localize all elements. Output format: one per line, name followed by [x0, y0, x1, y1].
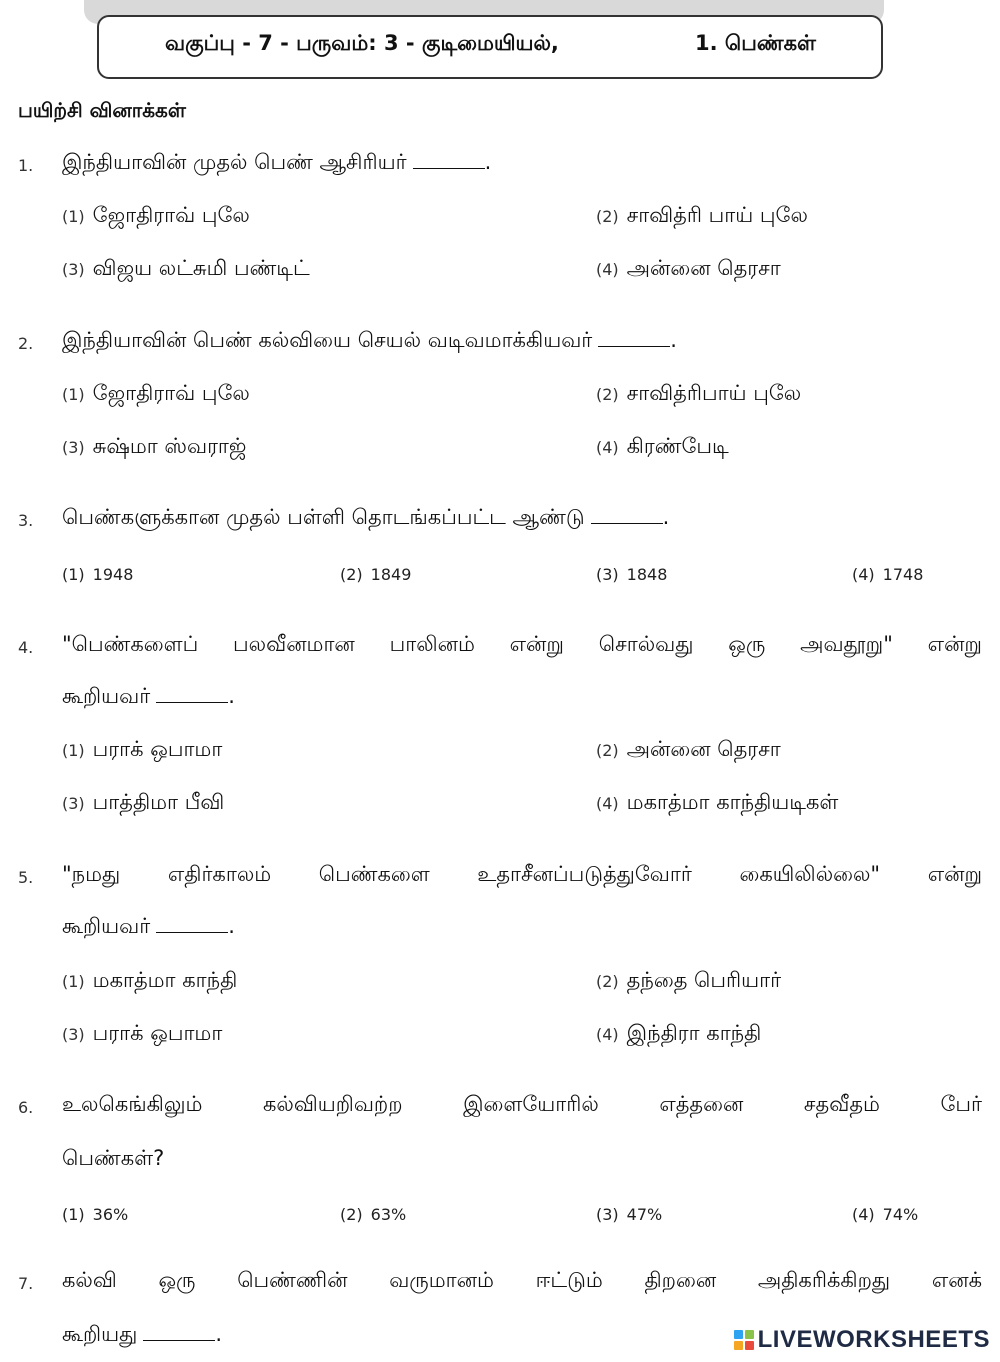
question-number: 1.	[18, 156, 34, 175]
option-2[interactable]: (2) அன்னை தெரசா	[596, 737, 781, 761]
logo-square	[734, 1341, 743, 1350]
header-chapter: 1. பெண்கள்	[695, 31, 816, 55]
question-text: இந்தியாவின் பெண் கல்வியை செயல் வடிவமாக்கியவர் .	[62, 328, 677, 352]
option-3[interactable]: (3) பராக் ஒபாமா	[62, 1021, 223, 1045]
question-number: 7.	[18, 1274, 34, 1293]
option-3[interactable]: (3) 1848	[596, 565, 668, 584]
option-1[interactable]: (1) 36%	[62, 1205, 129, 1224]
option-2[interactable]: (2) சாவித்ரிபாய் புலே	[596, 381, 802, 405]
question-4	[0, 632, 1000, 672]
question-4-line2	[0, 684, 1000, 724]
answer-blank[interactable]	[143, 1339, 215, 1341]
option-1[interactable]: (1) ஜோதிராவ் புலே	[62, 203, 250, 227]
option-4[interactable]: (4) மகாத்மா காந்தியடிகள்	[596, 790, 839, 814]
logo-squares-icon	[734, 1330, 754, 1350]
question-text: இந்தியாவின் முதல் பெண் ஆசிரியர் .	[62, 150, 492, 174]
logo-square	[745, 1330, 754, 1339]
option-4[interactable]: (4) அன்னை தெரசா	[596, 256, 781, 280]
question-1	[0, 150, 1000, 190]
question-number: 4.	[18, 638, 34, 657]
option-2[interactable]: (2) 1849	[340, 565, 412, 584]
option-1[interactable]: (1) 1948	[62, 565, 134, 584]
question-number: 5.	[18, 868, 34, 887]
question-text-continued: கூறியவர் .	[62, 684, 235, 708]
option-2[interactable]: (2) சாவித்ரி பாய் புலே	[596, 203, 808, 227]
question-text: பெண்களுக்கான முதல் பள்ளி தொடங்கப்பட்ட ஆண்டு .	[62, 505, 670, 529]
section-title: பயிற்சி வினாக்கள்	[18, 98, 186, 122]
question-text-continued: கூறியது .	[62, 1322, 223, 1346]
answer-blank[interactable]	[598, 345, 670, 347]
logo-square	[734, 1330, 743, 1339]
option-4[interactable]: (4) கிரண்பேடி	[596, 434, 729, 458]
question-text-continued: பெண்கள்?	[62, 1146, 165, 1170]
logo-text: LIVEWORKSHEETS	[757, 1326, 990, 1353]
header-title: வகுப்பு - 7 - பருவம்: 3 - குடிமையியல்,	[165, 31, 559, 55]
header-box	[97, 15, 883, 79]
question-number: 2.	[18, 334, 34, 353]
question-text: "நமது எதிர்காலம் பெண்களை உதாசீனப்படுத்துவோர் கையிலில்லை" என்று	[62, 862, 982, 886]
question-text: "பெண்களைப் பலவீனமான பாலினம் என்று சொல்வது ஒரு அவதூறு" என்று	[62, 632, 982, 656]
question-number: 6.	[18, 1098, 34, 1117]
question-text: உலகெங்கிலும் கல்வியறிவற்ற இளையோரில் எத்தனை சதவீதம் பேர்	[62, 1092, 982, 1116]
option-3[interactable]: (3) பாத்திமா பீவி	[62, 790, 225, 814]
question-5-line2	[0, 914, 1000, 954]
option-1[interactable]: (1) பராக் ஒபாமா	[62, 737, 223, 761]
option-2[interactable]: (2) 63%	[340, 1205, 407, 1224]
question-3	[0, 505, 1000, 545]
option-2[interactable]: (2) தந்தை பெரியார்	[596, 968, 782, 992]
question-2	[0, 328, 1000, 368]
answer-blank[interactable]	[156, 931, 228, 933]
option-4[interactable]: (4) இந்திரா காந்தி	[596, 1021, 762, 1045]
option-3[interactable]: (3) விஜய லட்சுமி பண்டிட்	[62, 256, 310, 280]
option-3[interactable]: (3) சுஷ்மா ஸ்வராஜ்	[62, 434, 247, 458]
option-3[interactable]: (3) 47%	[596, 1205, 663, 1224]
question-7	[0, 1268, 1000, 1308]
option-1[interactable]: (1) மகாத்மா காந்தி	[62, 968, 238, 992]
liveworksheets-logo[interactable]	[734, 1326, 990, 1354]
question-number: 3.	[18, 511, 34, 530]
question-text-continued: கூறியவர் .	[62, 914, 235, 938]
question-6	[0, 1092, 1000, 1132]
question-5	[0, 862, 1000, 902]
logo-square	[745, 1341, 754, 1350]
question-6-line2	[0, 1146, 1000, 1186]
answer-blank[interactable]	[591, 522, 663, 524]
option-4[interactable]: (4) 74%	[852, 1205, 919, 1224]
answer-blank[interactable]	[156, 701, 228, 703]
option-1[interactable]: (1) ஜோதிராவ் புலே	[62, 381, 250, 405]
answer-blank[interactable]	[413, 167, 485, 169]
option-4[interactable]: (4) 1748	[852, 565, 924, 584]
question-text: கல்வி ஒரு பெண்ணின் வருமானம் ஈட்டும் திறனை அதிகரிக்கிறது எனக்	[62, 1268, 982, 1292]
